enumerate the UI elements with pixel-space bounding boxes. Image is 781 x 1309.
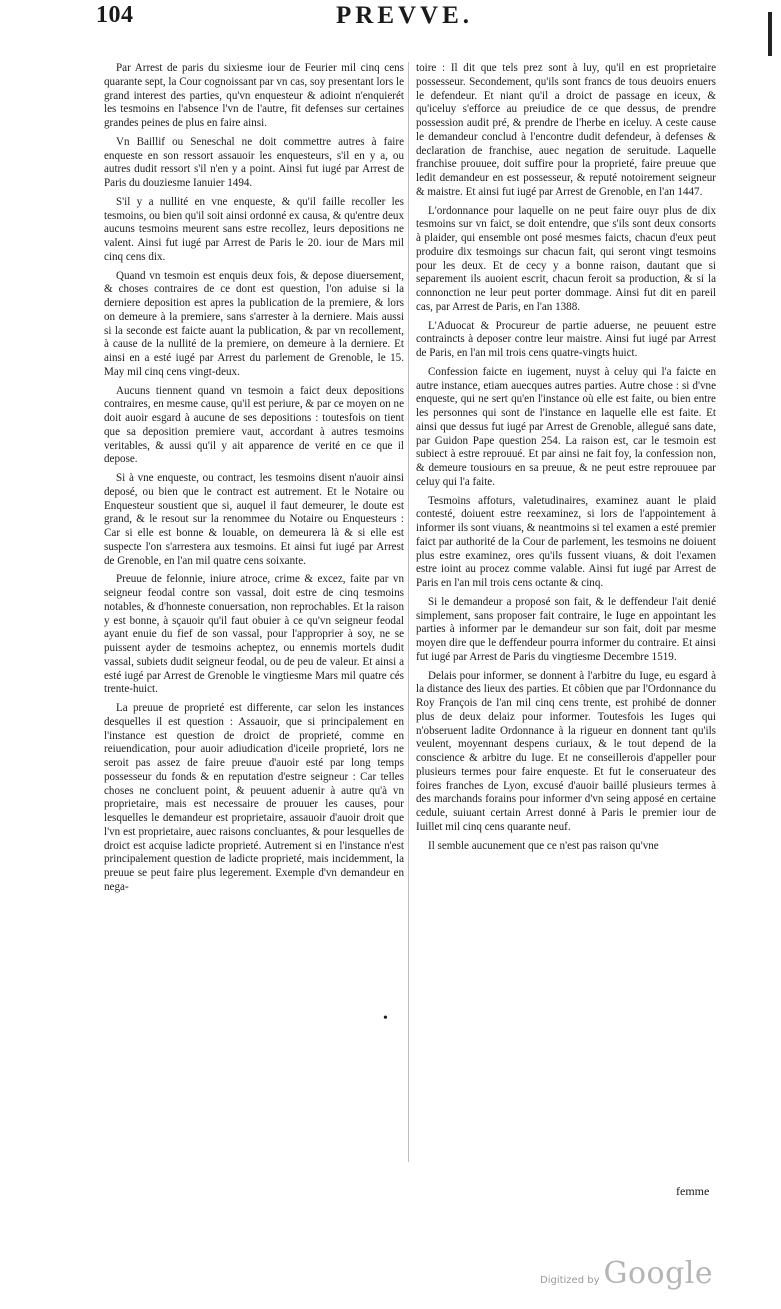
catchword: femme	[676, 1184, 710, 1198]
google-logo: Google	[603, 1256, 714, 1291]
left-text-column	[104, 62, 404, 1182]
paragraph: Il semble aucunement que ce n'est pas raison qu'vne	[428, 839, 659, 852]
paragraph: Preuue de felonnie, iniure atroce, crime & excez, faite par vn seigneur feodal contre son vassal, doit estre de cinq tesmoins notables, & d'honneste conuersation, non reprochables. Et la raison y est bonne, à sçauoir qu'il faut obuier à ce qu'vn seigneur feodal ayant enuie du fief de son vassal, pour l'approprier à soy, ne se puissent ayder de tesmoins acheptez, ou ennemis mortels dudit vassal, subiets dudit seigneur feodal, ou de peu de valeur. Et ainsi a esté iugé par Arrest de Grenoble le vingtiesme Mars mil quatre cés trente-huict.	[104, 573, 404, 696]
paragraph: Delais pour informer, se donnent à l'arbitre du Iuge, eu esgard à la distance des lieux des parties. Et côbien que par l'Ordonnance du Roy François de l'an mil cinq cens trente, est prohibé de donner plus de deux delaiz pour informer. Toutesfois les Iuges qui n'obseruent ladite Ordonnance à la rigueur en donnent tant qu'ils veulent, moyennant despens curiaux, & le tout depend de la conscience & arbitre du Iuge. Et ne conseillerois d'appeller pour plusieurs termes pour faire enqueste. Et fut le conseruateur des foires franches de Lyon, excusé d'auoir baillé plusieurs termes à des marchands forains pour informer d'vn seing apposé en certaine cedule, suiuant certain Arrest donné à Paris le premier iour de Iuillet mil cinq cens quarante neuf.	[416, 669, 716, 833]
page-edge-mark	[768, 12, 772, 56]
running-title: PREVVE.	[336, 2, 474, 29]
paragraph: L'ordonnance pour laquelle on ne peut faire ouyr plus de dix tesmoins sur vn faict, se doit entendre, que s'ils sont deux consorts à plaider, qui ensemble ont posé mesmes faicts, chacun d'eux peut produire dix tesmoings sur chacun fait, qui seront vingt tesmoins pour les deux. Et de cecy y a bonne raison, dautant que si separement ils auoient escrit, chacun feroit sa production, & si la connonction ne leur peut porter dommage. Ainsi fut dit en pareil cas, par Arrest de Paris, en l'an 1388.	[416, 204, 716, 313]
paragraph: Si à vne enqueste, ou contract, les tesmoins disent n'auoir ainsi deposé, ou bien que le contract est autrement. Et le Notaire ou Enquesteur soustient que si, auquel il faut demeurer, le doute est grand, & le resout sur la renommee du Notaire ou Enquesteurs : Car si elle est bonne & louable, on demeurera là & si elle est suspecte l'on s'arrestera aux tesmoins. Et ainsi fut iugé par Arrest de Grenoble, en l'an mil quatre cens soixante.	[104, 472, 404, 567]
paragraph: La preuue de proprieté est differente, car selon les instances desquelles il est question : Assauoir, que si principalement en l'instance est question de droict de proprieté, comme en reiuendication, pour auoir adiudication d'iceile proprieté, lors ne seroit pas assez de faire preuue d'auoir esté par long temps possesseur du fonds & en reputation d'estre seigneur : Car telles choses ne concluent point, & peuuent aduenir à autre qu'à vn proprietaire, mais est necessaire de prouuer les causes, pour lesquelles le demandeur est proprietaire, assauoir d'auoir droit que l'vn est proprietaire, auec raisons concluantes, & pour lesquelles de droict est acquise ladicte proprieté. Autrement si en l'instance n'est principalement question de ladicte proprieté, mais incidemment, la preuue se peut faire plus legerement. Exemple d'vn demandeur en nega-	[104, 702, 404, 893]
paragraph: Tesmoins affoturs, valetudinaires, examinez auant le plaid contesté, doiuent estre reexaminez, si lors de l'appointement à informer ils sont viuans, & neantmoins si tel examen a esté premier faict par authorité de la Cour de parlement, les tesmoins ne doiuent plus estre examinez, ores qu'ils fussent viuans, & doit l'examen estre ioint au procez comme valable. Ainsi fut iugé par Arrest de Paris en l'an mil trois cens octante & cinq.	[416, 494, 716, 589]
paragraph: toire : Il dit que tels prez sont à luy, qu'il en est proprietaire possesseur. Secondement, qu'ils sont francs de tous deuoirs enuers le defendeur. Et niant qu'il a droict de passage en iceux, & qu'iceluy s'efforce au preiudice de ce que dessus, de prendre possession audit pré, & prendre de l'herbe en iceluy. A ceste cause le demandeur conclud à l'encontre dudit defendeur, à defenses & declaration de franchise, auec negation de seruitude. Laquelle franchise prouuee, doit suffire pour la proprieté, faire preuue que ledit demandeur en est possesseur, & reputé notoirement seigneur & maistre. Et ainsi fut iugé par Arrest de Grenoble, en l'an 1447.	[416, 62, 716, 198]
paragraph: Si le demandeur a proposé son fait, & le deffendeur l'ait denié simplement, sans proposer fait contraire, le Iuge en appointant les parties à informer par le demandeur sur son fait, doit par mesme moyen dire que le deffendeur pourra informer du contraire. Et ainsi fut iugé par Arrest de Paris du vingtiesme Decembre 1519.	[416, 595, 716, 663]
column-divider	[408, 62, 409, 1162]
watermark-prefix: Digitized by	[540, 1275, 600, 1286]
digitized-watermark	[540, 1256, 713, 1291]
paragraph: Confession faicte en iugement, nuyst à celuy qui l'a faicte en autre instance, etiam auecques autres parties. Autre chose : si d'vne enqueste, qui ne sert qu'en l'instance où elle est faite, ou bien entre les personnes qui sont de l'instance en laquelle elle est faite. Et ainsi que dessus fut iugé par Arrest de Grenoble, allegué sans date, par Guidon Pape question 254. La raison est, car le tesmoin est subiect à estre reprouué. Et par ainsi ne fait foy, la confession non, & demeure tousiours en sa preuue, & ne peut estre reprouuee par celuy qui l'a faite.	[416, 365, 716, 488]
paragraph: Par Arrest de paris du sixiesme iour de Feurier mil cinq cens quarante sept, la Cour cognoissant par vn cas, soy presentant lors le grand interest des parties, qu'vn enquesteur & adioint n'enquierét les tesmoins en l'absence l'vn de l'autre, fit defenses sur certaines grandes peines de plus en faire ainsi.	[104, 62, 404, 129]
paragraph: S'il y a nullité en vne enqueste, & qu'il faille recoller les tesmoins, ou bien qu'il soit ainsi ordonné ex causa, & qu'entre deux aucuns tesmoins meurent sans estre recollez, leurs depositions ne valent. Ainsi fut iugé par Arrest de Paris le 20. iour de Mars mil cinq cens dix.	[104, 195, 404, 263]
paragraph: Aucuns tiennent quand vn tesmoin a faict deux depositions contraires, en mesme cause, qu'il est periure, & par ce moyen on ne doit auoir esgard à aucune de ses depositions : toutesfois on tient que sa deposition premiere vaut, accordant à autres tesmoins veritables, & aussi qu'il y ait apparence de verité en ce que il depose.	[104, 384, 404, 466]
paragraph: Quand vn tesmoin est enquis deux fois, & depose diuersement, & choses contraires de ce dont est question, l'on aduise si la derniere deposition est apres la publication de la premiere, & lors on demeure à la premiere, sans s'arrester à la derniere. Mais aussi si la seconde est faicte auant la publication, & par vn recollement, à cause de la nullité de la premiere, on demeure à la derniere. Et ainsi en a esté iugé par Arrest du parlement de Grenoble, le 15. May mil cinq cens vingt-deux.	[104, 269, 404, 378]
right-text-column	[416, 62, 716, 1182]
page-number: 104	[96, 2, 134, 28]
paragraph: L'Aduocat & Procureur de partie aduerse, ne peuuent estre contraincts à deposer contre leur maistre. Ainsi fut iugé par Arrest de Paris, en l'an mil trois cens quatre-vingts huict.	[416, 319, 716, 359]
paragraph: Vn Baillif ou Seneschal ne doit commettre autres à faire enqueste en son ressort assauoir les enquesteurs, s'il en y a, ou autres dudit ressort s'il n'en y a point. Ainsi fut iugé par Arrest de Paris du douziesme Ianuier 1494.	[104, 135, 404, 189]
margin-bullet-mark: •	[383, 1011, 388, 1026]
page-header	[96, 2, 726, 64]
